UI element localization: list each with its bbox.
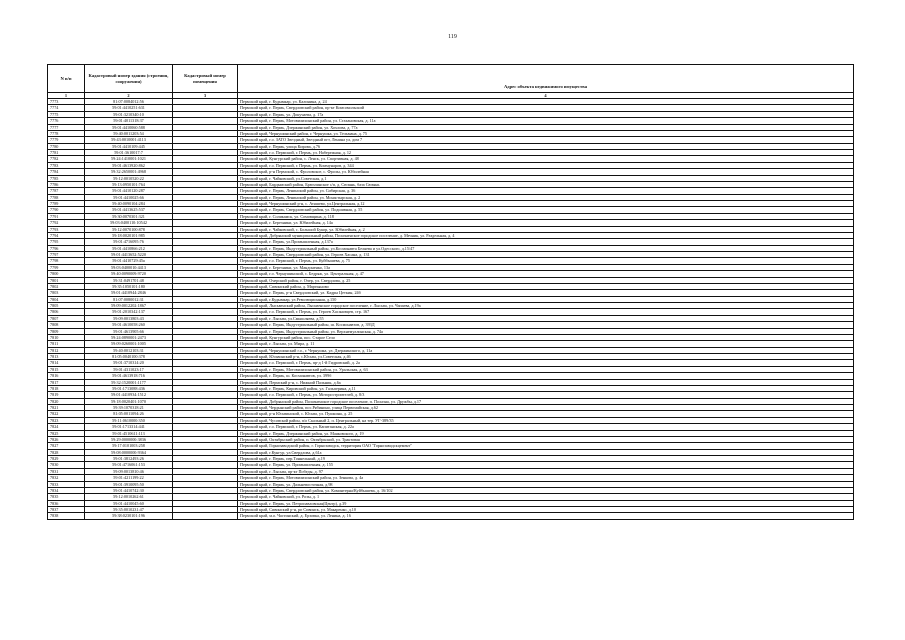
cadastral-number: 59:01:4410060:588 <box>85 124 173 130</box>
cadastral-number: 59:03:0400110:10542 <box>85 220 173 226</box>
property-address: Пермский край, г. Пермь, Индустриальный район, ул. Верхнемуллинская, д. 74а <box>238 328 854 334</box>
table-body <box>48 99 854 520</box>
row-number: 7834 <box>48 487 85 493</box>
row-number: 7775 <box>48 111 85 117</box>
page-number: 119 <box>448 34 457 40</box>
row-number: 7791 <box>48 213 85 219</box>
property-address: Пермский край, г. Чайковский, ул. Розы, д. 1 <box>238 494 854 500</box>
property-address: Пермский край, Чернушинский г.о., г. Чернушка, ул. Дзержинского, д. 11а <box>238 347 854 353</box>
row-number: 7825 <box>48 430 85 436</box>
property-address: Пермский край, г. Пермь, Свердловский район, ул. Коминтерна/Куйбышева, д. 16/102 <box>238 487 854 493</box>
header-address: Адрес объекта недвижимого имущества <box>238 65 854 93</box>
cadastral-number: 59:12:0010262:61 <box>85 494 173 500</box>
cadastral-number: 59:31:0491701:48 <box>85 277 173 283</box>
row-number: 7807 <box>48 315 85 321</box>
cadastral-number: 59:08:0000000:9364 <box>85 449 173 455</box>
cadastral-number: 59:01:4311023:17 <box>85 366 173 372</box>
column-number: 4 <box>238 93 854 99</box>
cadastral-number: 59:01:4410742:30 <box>85 487 173 493</box>
cadastral-number: 59:01:4410120:287 <box>85 188 173 194</box>
row-number: 7829 <box>48 456 85 462</box>
row-number: 7828 <box>48 449 85 455</box>
row-number: 7832 <box>48 475 85 481</box>
property-address: Пермский край, Горнозаводский район, г. Горнозаводск, территория ОАО "Горнозаводскцемент" <box>238 443 854 449</box>
cadastral-number: 81:05:0040100:378 <box>85 354 173 360</box>
cadastral-number: 59:11:0610000:350 <box>85 417 173 423</box>
cadastral-number: 59:32:1520001:1177 <box>85 379 173 385</box>
property-address: Пермский край, Чернушинский р-н, с. Атяшево, ул.Центральная, д.12 <box>238 201 854 207</box>
property-address: Пермский край, г. Пермь, Дзержинский район, ул. Хохлова, д. 77а <box>238 124 854 130</box>
property-address: Пермский край, г. Пермь, улица Кирова, д.76 <box>238 143 854 149</box>
row-number: 7810 <box>48 334 85 340</box>
property-address: Пермский край, Лысьвенский район, Лысьвенское городское поселение, г. Лысьва, ул. Чапаева, д.19а <box>238 303 854 309</box>
row-number: 7778 <box>48 130 85 136</box>
cadastral-number: 59:01:3210340:10 <box>85 111 173 117</box>
cadastral-number: 59:17:0101003:258 <box>85 443 173 449</box>
row-number: 7827 <box>48 443 85 449</box>
property-address: Пермский край, Очерский район, г. Очер, ул. Свердлова, д. 25 <box>238 277 854 283</box>
row-number: 7823 <box>48 417 85 423</box>
table-row <box>48 513 854 519</box>
property-address: Пермский край, г.о. Пермский, г. Пермь, ул. Куйбышева, д. 75 <box>238 258 854 264</box>
cadastral-number: 59:01:4410934:1512 <box>85 392 173 398</box>
cadastral-number: 59:01:4716061:153 <box>85 462 173 468</box>
cadastral-number: 59:40:0011203:54 <box>85 130 173 136</box>
cadastral-number: 59:01:4610058:260 <box>85 322 173 328</box>
cadastral-number: 59:01:4011318:37 <box>85 118 173 124</box>
cadastral-number: 59:01:4410866:212 <box>85 245 173 251</box>
row-number: 7787 <box>48 188 85 194</box>
property-address: Пермский край, г. Чайковский, ул.Советская, д.1 <box>238 175 854 181</box>
row-number: 7809 <box>48 328 85 334</box>
property-address: Пермский край, Бардымский район, Брюзлинское с/п, д. Сюзянь, база Сюзянь <box>238 181 854 187</box>
cadastral-number: 59:12:0070100:878 <box>85 226 173 232</box>
row-number: 7821 <box>48 405 85 411</box>
row-number: 7826 <box>48 436 85 442</box>
property-address: Пермский край, г. Соликамск, ул. Сомовщина, д. 118 <box>238 213 854 219</box>
row-number: 7835 <box>48 494 85 500</box>
cadastral-number: 59:01:4613905:66 <box>85 328 173 334</box>
property-address: Пермский край, Кунгурский район, с. Ленск, ул. Спортивная, д. 48 <box>238 156 854 162</box>
row-number: 7774 <box>48 105 85 111</box>
property-address: Пермский край, г. Пермь, ул.Промышленная, д.137а <box>238 239 854 245</box>
row-number: 7799 <box>48 264 85 270</box>
cadastral-number: 59:32:2650001:4968 <box>85 169 173 175</box>
row-number: 7793 <box>48 226 85 232</box>
property-address: Пермский край, г. Пермь, ул. Петропавловская(Центр), д.39 <box>238 500 854 506</box>
row-number: 7830 <box>48 462 85 468</box>
cadastral-number: 59:01:4716095:76 <box>85 239 173 245</box>
property-address: Пермский край, г. Пермь, Свердловский район, ул. Героев Хасана, д. 131 <box>238 252 854 258</box>
cadastral-number: 59:01:4413652:5220 <box>85 252 173 258</box>
row-number: 7796 <box>48 245 85 251</box>
row-number: 7804 <box>48 296 85 302</box>
row-number: 7805 <box>48 303 85 309</box>
cadastral-number: 81:05:0011094:26 <box>85 411 173 417</box>
row-number: 7802 <box>48 283 85 289</box>
property-address: Пермский край, г.о. Пермский, г. Пермь, ул. Моторостроителей, д. 8/3 <box>238 392 854 398</box>
row-number: 7794 <box>48 232 85 238</box>
property-address: Пермский край, Сивинский район, д. Мартьяново <box>238 283 854 289</box>
cadastral-number: 59:01:4510611:113 <box>85 430 173 436</box>
cadastral-number: 59:39:1070318:21 <box>85 405 173 411</box>
property-address: Пермский край, г.Кудымкар, ул.Революционная, д.150 <box>238 296 854 302</box>
row-number: 7801 <box>48 277 85 283</box>
cadastral-number: 59:40:0090104:284 <box>85 201 173 207</box>
cadastral-number: 59:09:0260001:1005 <box>85 341 173 347</box>
cadastral-number: 59:01:4211199:22 <box>85 475 173 481</box>
cadastral-number: 59:01:4410045:60 <box>85 500 173 506</box>
property-address: Пермский край, г. Пермь, Мотовилихинский район, ул. Стахановская, д. 11а <box>238 118 854 124</box>
property-address: Пермский край, г. Пермь, Ленинский район, ул. Сибирская, д. 36 <box>238 188 854 194</box>
property-address: Пермский край, г. Лысьва, ул. Мира, д. 11 <box>238 341 854 347</box>
property-address: Пермский край, Октябрьский район, п. Октябрьский, ул. Трактовая <box>238 436 854 442</box>
cadastral-number: 59:01:3710314:20 <box>85 360 173 366</box>
row-number: 7815 <box>48 366 85 372</box>
cadastral-number: 81:07:0080012:31 <box>85 296 173 302</box>
cadastral-number: 59:01:4410251:631 <box>85 105 173 111</box>
cadastral-number: 59:01:3812493:26 <box>85 456 173 462</box>
row-number: 7803 <box>48 290 85 296</box>
row-number: 7806 <box>48 309 85 315</box>
table-header <box>48 65 854 99</box>
row-number: 7781 <box>48 150 85 156</box>
column-number: 3 <box>173 93 238 99</box>
property-address: Пермский край, Пермский р-н, с. Нижний Пальник, д.6а <box>238 379 854 385</box>
property-address: Пермский край, г.о. Пермский, г. Пермь, пр-д 1-й Гидровский, д. 2а <box>238 360 854 366</box>
property-table <box>47 64 854 520</box>
cadastral-number: 59:01:2010342:137 <box>85 309 173 315</box>
header-room: Кадастровый номер помещения <box>173 65 238 93</box>
row-number: 7777 <box>48 124 85 130</box>
property-address: Пермский край, Добрянский район, Полазненское городское поселение, п. Полазна, ул. Дружбы, д.17 <box>238 398 854 404</box>
cadastral-number: 59:13:0950101:764 <box>85 181 173 187</box>
cadastral-number: 59:09:0012202:1867 <box>85 303 173 309</box>
property-address: Пермский край, г. Пермь, Мотовилихинский район, ул. Уральская, д. 63 <box>238 366 854 372</box>
property-address: Пермский край, г.о. Пермский, г. Пермь, ул. Коммунаров, д. 344 <box>238 162 854 168</box>
cadastral-number: 59:29:0000000:3836 <box>85 436 173 442</box>
row-number: 7813 <box>48 354 85 360</box>
row-number: 7838 <box>48 513 85 519</box>
cadastral-number: 59:03:0400010:4413 <box>85 264 173 270</box>
cadastral-number: 59:18:0020401:1070 <box>85 398 173 404</box>
property-address: Пермский край, г.о. ЗАТО Звездный, Звездный пгт, Ленина ул, дом 7 <box>238 137 854 143</box>
row-number: 7820 <box>48 398 85 404</box>
cadastral-number: 59:43:0010001:4113 <box>85 137 173 143</box>
property-address: Пермский край, р-н Пермский, с. Фроловское, с. Фролы, ул. Юбилейная <box>238 169 854 175</box>
row-number: 7824 <box>48 424 85 430</box>
property-address: Пермский край, г. Пермь, р-н Свердловский, ул. Кадры Цеткин, 24б <box>238 290 854 296</box>
cadastral-number: 59:01:4410944:2846 <box>85 290 173 296</box>
row-number: 7831 <box>48 468 85 474</box>
property-address: Пермский край, г. Пермь, Ленинский район, ул. Монастырская, д. 2 <box>238 194 854 200</box>
cadastral-number: 59:01:3610017:7 <box>85 150 173 156</box>
column-number: 1 <box>48 93 85 99</box>
property-address: Пермский край, Чусовской район, п/о Скальный 2, п. Центральный, на тер. УГ-389/35 <box>238 417 854 423</box>
row-number: 7788 <box>48 194 85 200</box>
header-row <box>48 65 854 93</box>
row-number: 7808 <box>48 322 85 328</box>
property-address: Пермский край, г.Кунгур, ул.Свердлова, д.61а <box>238 449 854 455</box>
property-address: Пермский край, г. Березники, ул. Юбилейная, д. 14а <box>238 220 854 226</box>
cadastral-number: 59:01:4410109:445 <box>85 143 173 149</box>
row-number: 7800 <box>48 271 85 277</box>
cadastral-number: 59:40:0012103:31 <box>85 347 173 353</box>
property-address: Пермский край, Чердынский район, пос.Рябинино, улица Первомайская, д.62 <box>238 405 854 411</box>
property-address: Пермский край, г. Лысьва, пр-кт Победы, д. 97 <box>238 468 854 474</box>
property-address: Пермский край, г.о. Чернушинский, с. Бедряж, ул. Центральная, д. 47 <box>238 271 854 277</box>
cadastral-number: 59:09:0013810:46 <box>85 468 173 474</box>
property-address: Пермский край, г.о. Пермский, г. Пермь, ул. Набережная, д. 12 <box>238 150 854 156</box>
row-number: 7795 <box>48 239 85 245</box>
row-number: 7789 <box>48 201 85 207</box>
row-number: 7786 <box>48 181 85 187</box>
property-address: Пермский край, р-н Юсьвинский, с. Юсьва, ул. Пушкина, д. 25 <box>238 411 854 417</box>
cadastral-number: 59:24:0890001:2473 <box>85 334 173 340</box>
cadastral-number: 59:30:0070301:321 <box>85 213 173 219</box>
cadastral-number: 59:01:1713088:436 <box>85 385 173 391</box>
column-number: 2 <box>85 93 173 99</box>
property-address: Пермский край, Сивинский р-н, рп Сивинск, ул. Макаренко, д.10 <box>238 507 854 513</box>
property-address: Пермский край, г. Березники, ул. Мандоненко, 13а <box>238 264 854 270</box>
cadastral-number: 59:40:0090009:9720 <box>85 271 173 277</box>
property-address: Пермский край, Чернушинский район, г. Чернушка, ул. Тельмана, д. 75 <box>238 130 854 136</box>
row-number: 7797 <box>48 252 85 258</box>
row-number: 7773 <box>48 99 85 105</box>
cadastral-number: 59:01:1713314:441 <box>85 424 173 430</box>
property-address: Пермский край, г. Пермь, Индустриальный район, ш. Космонавтов, д. 393Д <box>238 322 854 328</box>
property-address: Пермский край, г. Пермь, Свердловский район, ул. Подшивная, д. 55 <box>238 207 854 213</box>
row-number: 7811 <box>48 341 85 347</box>
row-number: 7816 <box>48 373 85 379</box>
row-number: 7784 <box>48 169 85 175</box>
cadastral-number: 59:12:0010520:22 <box>85 175 173 181</box>
property-address: Пермский край, г. Пермь, Дзержинский район, ул. Маяковского, д. 19 <box>238 430 854 436</box>
property-address: Пермский край, м.о. Частинский, д. Ерзовка, ул. Ленина, д. 16 <box>238 513 854 519</box>
cadastral-number: 59:18:0020101:985 <box>85 232 173 238</box>
header-num: N п/п <box>48 65 85 93</box>
row-number: 7812 <box>48 347 85 353</box>
property-address: Пермский край, Добрянский муниципальный район, Полазненское городское поселение, д. Мечник, ул. Раздельная, д. 4 <box>238 232 854 238</box>
cadastral-number: 59:01:4413625:537 <box>85 207 173 213</box>
cadastral-number: 59:01:4613918:716 <box>85 373 173 379</box>
row-number: 7782 <box>48 156 85 162</box>
cadastral-number: 59:01:4410025:66 <box>85 194 173 200</box>
row-number: 7792 <box>48 220 85 226</box>
row-number: 7780 <box>48 143 85 149</box>
property-address: Пермский край, г. Пермь, ул. Промышленная, д. 155 <box>238 462 854 468</box>
property-address: Пермский край, г. Чайковский, с. Большой Букор, ул. Юбилейная, д. 2 <box>238 226 854 232</box>
cadastral-number: 59:38:0230101:196 <box>85 513 173 519</box>
header-cadastral: Кадастровый номер здания (строения, сооружения) <box>85 65 173 93</box>
cadastral-number: 81:07:0084012:56 <box>85 99 173 105</box>
cadastral-number: 59:01:4410729:45а <box>85 258 173 264</box>
row-number: 7790 <box>48 207 85 213</box>
property-address: Пермский край, г. Пермь, Мотовилихинский район, ул. Зенкова, д. 4а <box>238 475 854 481</box>
cadastral-number: 59:24:1410001:1021 <box>85 156 173 162</box>
row-number: 7776 <box>48 118 85 124</box>
row-number: 7819 <box>48 392 85 398</box>
row-number: 7798 <box>48 258 85 264</box>
property-address: Пермский край, г. Пермь, ул. Дальневосточная, д.98 <box>238 481 854 487</box>
property-address: Пермский край, г. Лысьва, ул.Смышляева, д.55 <box>238 315 854 321</box>
property-address: Пермский край, г.о. Пермский, г. Пермь, ул. Героев Хасановцев, стр. 167 <box>238 309 854 315</box>
cadastral-number: 59:35:0010231:47 <box>85 507 173 513</box>
row-number: 7833 <box>48 481 85 487</box>
property-address: Пермский край, г. Пермь, ш. Космонавтов, ул. 399б <box>238 373 854 379</box>
property-address: Пермский край, г. Пермь, Индустриальный район, ул.Космонавта Беляева и ул.Одесского, д.15/47 <box>238 245 854 251</box>
row-number: 7785 <box>48 175 85 181</box>
cadastral-number: 59:09:0013803:43 <box>85 315 173 321</box>
property-address: Пермский край, г. Пермь, Свердловский район, пр-кт Комсомольский <box>238 105 854 111</box>
row-number: 7783 <box>48 162 85 168</box>
row-number: 7814 <box>48 360 85 366</box>
property-address: Пермский край, г. Пермь, Кировский район, ул. Гальперина, д.11 <box>238 385 854 391</box>
property-address: Пермский край, г.о. Пермский, г. Пермь, ул. Капитанская, д. 22а <box>238 424 854 430</box>
property-address: Пермский край, г. Пермь, ул. Докучаева, д. 17а <box>238 111 854 117</box>
cadastral-number: 59:01:3910095:50 <box>85 481 173 487</box>
row-number: 7818 <box>48 385 85 391</box>
row-number: 7779 <box>48 137 85 143</box>
property-address: Пермский край, Юсьвинский р-н, с.Юсьва, ул.Советская, д.46 <box>238 354 854 360</box>
room-cadastral-number <box>173 513 238 519</box>
cadastral-number: 59:01:4613920:862 <box>85 162 173 168</box>
property-address: Пермский край, г. Пермь, пер.Тоннельный, д.19 <box>238 456 854 462</box>
property-address: Пермский край, г. Кудымкар, ул. Калинина, д. 24 <box>238 99 854 105</box>
cadastral-number: 59:35:1050101:180 <box>85 283 173 289</box>
row-number: 7822 <box>48 411 85 417</box>
row-number: 7817 <box>48 379 85 385</box>
row-number: 7836 <box>48 500 85 506</box>
property-address: Пермский край, Кунгурский район, пос. Старое Село <box>238 334 854 340</box>
row-number: 7837 <box>48 507 85 513</box>
